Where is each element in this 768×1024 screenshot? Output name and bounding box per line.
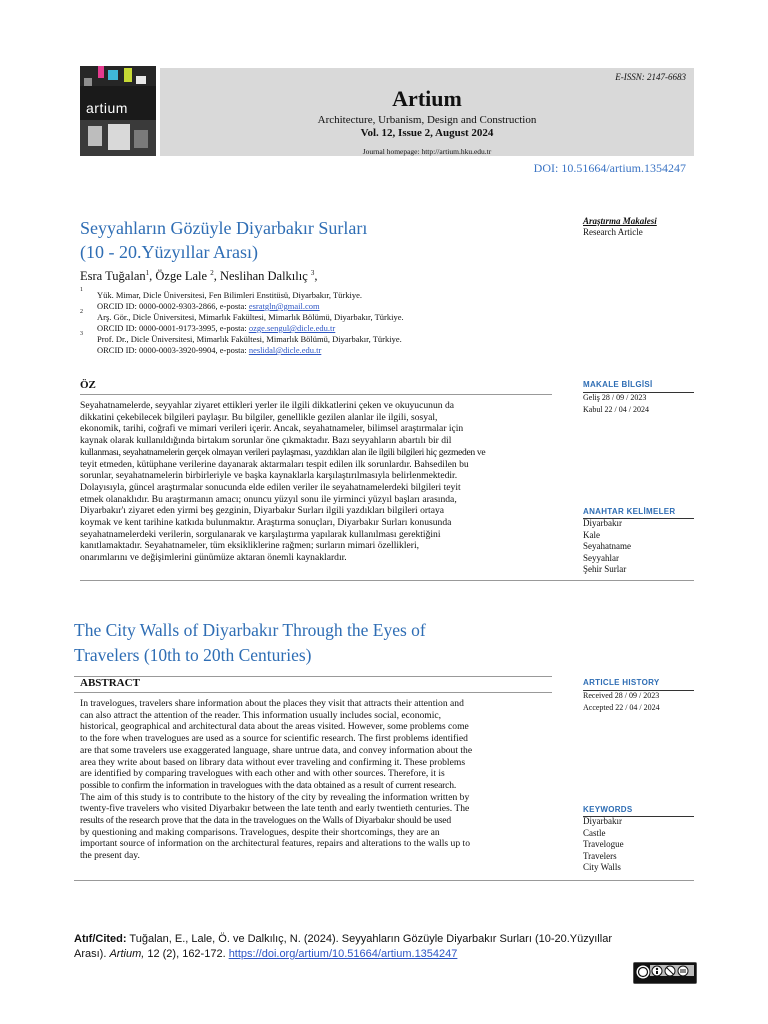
abstract-divider [74,692,552,693]
abstract-line: important source of information on the architectural features, repairs and alterations to the walls up to [80,838,471,850]
cc-badge-graphic [634,963,696,983]
article-type-tr: Araştırma Makalesi [583,216,657,226]
oz-line: ekonomik, tarihi, coğrafi ve mimari verileri içerir. Ancak, seyahatnameler, bilimsel araştırmalar için [80,423,464,435]
title-en-line1: The City Walls of Diyarbakır Through the Eyes of [74,620,426,640]
keyword-en: Castle [583,827,606,838]
citation-text: Tuğalan, E., Lale, Ö. ve Dalkılıç, N. (2024). Seyyahların Gözüyle Diyarbakır Surları (10-20.Yüzyıllar [126,933,612,945]
doi-link[interactable]: DOI: 10.51664/artium.1354247 [533,161,686,175]
author-name: Özge Lale [155,269,211,284]
makale-bilgisi-heading: MAKALE BİLGİSİ [583,380,653,389]
affiliation-text: Yük. Mimar, Dicle Üniversitesi, Fen Bilimleri Enstitüsü, Diyarbakır, Türkiye. [97,290,362,300]
keyword-tr: Seyahatname [583,541,631,551]
abstract-line: results of the research prove that the data in the travelogues on the Walls of Diyarbakır should be used [80,815,451,827]
author-name: Esra Tuğalan [80,269,146,284]
abstract-bottom-divider [74,880,694,881]
keyword-tr: Seyyahlar [583,552,619,563]
abstract-line: possible to confirm the information in travelogues with the data obtained as a result of current research. [80,779,457,791]
author-sup: 2 [210,269,214,277]
journal-homepage[interactable]: Journal homepage: http://artium.hku.edu.tr [362,147,492,156]
oz-divider [80,394,552,395]
article-type-en: Research Article [583,227,643,237]
abstract-line: are identified by comparing travelogues with each other and with other sources. Therefore, it is [80,768,445,780]
keyword-tr: Şehir Surlar [583,564,627,574]
citation-text: Arası). [74,948,110,960]
author-sep: , [213,269,220,284]
affiliation-orcid [97,301,320,312]
keyword-tr: Diyarbakır [583,518,622,528]
oz-line: sorunlar, seyahatnamelerin birbirleriyle ve başka kaynaklarla karşılaştırılmasıyla belirlenmektedir. [80,470,458,482]
keywords-list [583,816,624,874]
accepted-en: Accepted 22 / 04 / 2024 [583,703,660,712]
anahtar-list [583,518,631,576]
authors [80,269,318,284]
abstract-line: are that some travelers use exaggerated language, share untrue data, and convey information about the [80,744,473,756]
affiliation-text: Arş. Gör., Dicle Üniversitesi, Mimarlık Fakültesi, Mimarlık Bölümü, Diyarbakır, Türkiye. [97,312,404,322]
oz-line: Diyarbakır'ı ziyaret eden yirmi beş gezginin, Diyarbakır Surları ilgili yazdıkları bilgileri ortaya [80,505,445,517]
citation-line-1 [74,932,694,947]
received-en: Received 28 / 09 / 2023 [583,691,660,700]
affiliation-number: 1 [80,287,83,293]
abstract-line: In travelogues, travelers share information about the places they visit that attracts their attention and [80,698,464,709]
title-en-line2: Travelers (10th to 20th Centuries) [74,645,312,665]
abstract-line: The aim of this study is to contribute to the history of the city by revealing the information written by [80,791,470,803]
keyword-tr: Kale [583,529,600,540]
email-link[interactable]: neslidal@dicle.edu.tr [248,345,322,355]
oz-line: kaynak olarak kullanıldığında birtakım sorunlar öne çıkmaktadır. Bazı seyyahların abartılı bir dil [80,435,452,447]
abstract-top-divider [74,676,552,677]
affiliation-text: Prof. Dr., Dicle Üniversitesi, Mimarlık Fakültesi, Mimarlık Bölümü, Diyarbakır, Türkiye. [97,334,402,344]
abstract-line: can also attract the attention of the reader. This information usually includes social, economic, [80,709,442,721]
oz-line: koymak ve kent tarihine katkıda bulunmaktır. Araştırma sonuçları, Diyarbakır Surları konusunda [80,517,452,529]
oz-line: onarımlarını ve değişimlerini günümüze aktaran önemli kaynaklardır. [80,552,347,564]
oz-line: kanıtlamaktadır. Seyahatnameler, tüm eksikliklerine rağmen; surların mimari özellikleri, [80,540,420,552]
orcid-text: ORCID ID: 0000-0001-9173-3995, e-posta: [97,323,249,333]
orcid-text: ORCID ID: 0000-0003-3920-9904, e-posta: [97,345,249,355]
citation-doi-link[interactable]: https://doi.org/artium/10.51664/artium.1354247 [228,948,458,960]
creative-commons-by-nc-nd-icon[interactable] [633,962,697,984]
journal-logo [80,66,156,156]
oz-line: Dolayısıyla, güncel araştırmalar sonucunda elde edilen veriler ile seyahatnamelerdeki bilgileri teyit [80,481,461,493]
abstract-line: the present day. [80,850,140,862]
abstract-body [80,698,550,862]
journal-subtitle: Architecture, Urbanism, Design and Construction [317,114,537,126]
oz-heading: ÖZ [80,379,96,391]
oz-bottom-divider [80,580,694,581]
article-title-tr [80,216,550,264]
abstract-line: historical, geographical and architectural data about the areas visited. However, some problems come [80,721,469,733]
author-sup: 1 [145,269,150,277]
eissn: E-ISSN: 2147-6683 [615,72,686,82]
abstract-heading: ABSTRACT [80,677,140,689]
abstract-line: to the fore when travelogues are used as a source for scientific research. The first problems identified [80,733,468,745]
oz-line: teyit etmeden, kütüphane verilerine dayanarak aktarmaları tespit edilen ilk sorunlardır. Bahsedilen bu [80,458,469,470]
oz-line: dikkatini çekebilecek bilgileri paylaşır. Bu bilgiler, genellikle gezilen alanlar ile ilgili, sosyal, [80,411,438,423]
journal-title: Artium [392,86,462,111]
journal-header-box [160,68,694,156]
citation-label: Atıf/Cited: [74,933,127,945]
oz-line: seyahatnamelerdeki verilerin, sorgulanarak ve karşılaştırma yapılarak kullanılması gerektiğini [80,528,441,540]
title-tr-line2: (10 - 20.Yüzyıllar Arası) [80,242,258,262]
keyword-en: Diyarbakır [583,816,622,826]
abstract-line: area they write about based on library data without ever traveling and confirming it. These problems [80,756,466,768]
oz-line: etmek olanaklıdır. Bu araştırmanın amacı; onuncu yüzyıl sonu ile yirminci yüzyıl başları arasında, [80,493,457,505]
author-sep: , [149,269,156,284]
citation-line-2 [74,947,694,962]
email-link[interactable]: ozge.sengul@dicle.edu.tr [248,323,336,333]
citation-text: 12 (2), 162-172. [144,948,229,960]
keyword-en: Travelogue [583,839,624,849]
article-history-heading: ARTICLE HISTORY [583,678,660,687]
affiliation-orcid [97,323,335,334]
citation [74,932,694,962]
oz-body [80,400,550,564]
orcid-text: ORCID ID: 0000-0002-9303-2866, e-posta: [97,301,249,311]
keyword-en: Travelers [583,850,617,861]
accepted-tr: Kabul 22 / 04 / 2024 [583,405,649,414]
title-tr-line1: Seyyahların Gözüyle Diyarbakır Surları [80,218,368,238]
affiliation-number: 3 [80,331,83,337]
affiliation-number: 2 [80,309,83,315]
abstract-line: by questioning and making comparisons. Travelogues, despite their shortcomings, they are an [80,826,440,838]
keyword-en: City Walls [583,862,621,872]
author-name: Neslihan Dalkılıç [219,269,311,284]
logo-wordmark: artium [86,100,128,116]
email-link[interactable]: esratgln@gmail.com [248,301,320,311]
journal-volume: Vol. 12, Issue 2, August 2024 [360,127,494,139]
received-tr: Geliş 28 / 09 / 2023 [583,393,647,402]
citation-journal: Artium, [109,948,145,960]
abstract-line: twenty-five travelers who visited Diyarbakır between the late tenth and early twentieth centuries. The [80,803,470,815]
author-sup: 3 [310,269,315,277]
oz-line: Seyahatnamelerde, seyyahlar ziyaret ettikleri yerler ile ilgili dikkatlerini çeken ve okuyucunun da [80,400,455,411]
affiliation-orcid [97,345,321,356]
keywords-heading: KEYWORDS [583,805,633,814]
anahtar-heading: ANAHTAR KELİMELER [583,507,676,516]
oz-line: kullanması, seyahatnamelerin gerçek olmayan verileri paylaşması, yazdıkları alan ile ilgili bilgileri hiç gezmeden ve [80,446,486,458]
article-title-en [74,618,544,668]
author-sep: , [314,269,318,284]
